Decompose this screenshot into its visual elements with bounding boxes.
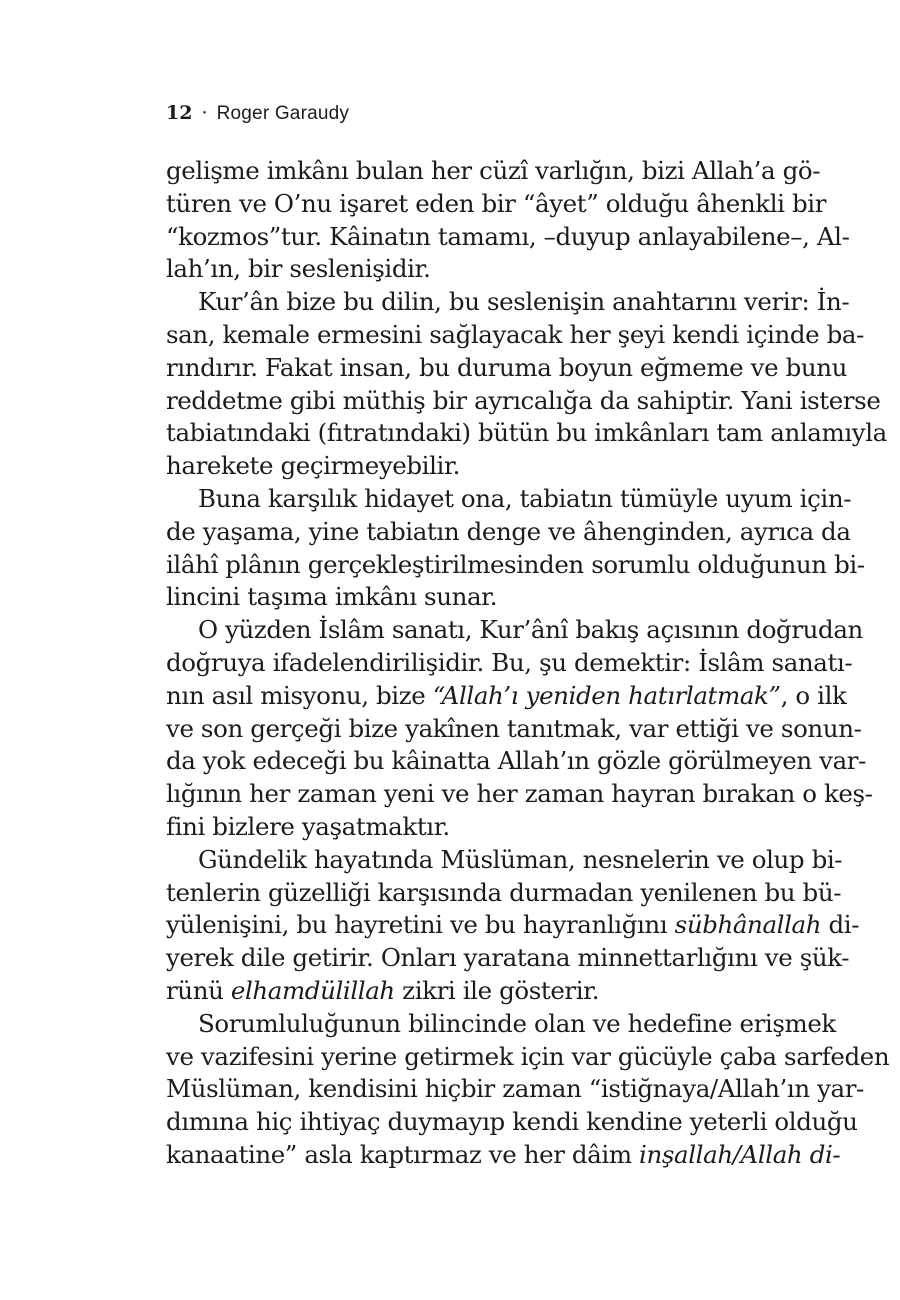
italic-quote: “Allah’ı yeniden hatırlatmak” — [432, 680, 781, 710]
text-line — [166, 680, 847, 713]
text-line: O yüzden İslâm sanatı, Kur’ânî bakış açısının doğrudan — [198, 615, 863, 645]
body-text — [166, 155, 890, 1172]
text-line: tenlerin güzelliği karşısında durmadan yenilenen bu bü- — [166, 877, 842, 907]
text-line: da yok edeceği bu kâinatta Allah’ın gözle görülmeyen var- — [166, 746, 866, 776]
text-segment: zikri ile gösterir. — [394, 975, 600, 1005]
text-segment: , o ilk — [780, 680, 847, 710]
text-line: “kozmos”tur. Kâinatın tamamı, –duyup anlayabilene–, Al- — [166, 221, 850, 251]
text-line: lığının her zaman yeni ve her zaman hayran bırakan o keş- — [166, 779, 873, 809]
text-line: Gündelik hayatında Müslüman, nesnelerin ve olup bi- — [198, 844, 843, 874]
text-line: ve son gerçeği bize yakînen tanıtmak, var ettiği ve sonun- — [166, 713, 862, 743]
text-line: lincini taşıma imkânı sunar. — [166, 582, 498, 612]
author-name: Roger Garaudy — [216, 103, 350, 124]
text-line: yerek dile getirir. Onları yaratana minnettarlığını ve şük- — [166, 943, 850, 973]
text-line: Buna karşılık hidayet ona, tabiatın tümüyle uyum için- — [198, 483, 852, 513]
text-segment: yülenişini, bu hayretini ve bu hayranlığını — [166, 910, 675, 940]
text-line: san, kemale ermesini sağlayacak her şeyi kendi içinde ba- — [166, 319, 864, 349]
text-line: Kur’ân bize bu dilin, bu seslenişin anahtarını verir: İn- — [198, 287, 850, 317]
text-line: de yaşama, yine tabiatın denge ve âhenginden, ayrıca da — [166, 516, 851, 546]
text-segment: di- — [821, 910, 860, 940]
text-segment: rünü — [166, 975, 231, 1005]
text-line: lah’ın, bir seslenişidir. — [166, 254, 431, 284]
header-separator: · — [201, 102, 208, 124]
text-line: rındırır. Fakat insan, bu duruma boyun eğmeme ve bunu — [166, 352, 847, 382]
text-line: reddetme gibi müthiş bir ayrıcalığa da sahiptir. Yani isterse — [166, 385, 881, 415]
text-line — [166, 909, 860, 942]
text-segment: kanaatine” asla kaptırmaz ve her dâim — [166, 1139, 640, 1169]
text-line: Müslüman, kendisini hiçbir zaman “istiğnaya/Allah’ın yar- — [166, 1074, 864, 1104]
page-number: 12 — [166, 102, 193, 124]
text-line: gelişme imkânı bulan her cüzî varlığın, bizi Allah’a gö- — [166, 156, 821, 185]
italic-term: inşallah/Allah di- — [639, 1139, 841, 1169]
text-segment: nın asıl misyonu, bize — [166, 680, 433, 710]
running-head — [166, 100, 349, 127]
text-line: doğruya ifadelendirilişidir. Bu, şu demektir: İslâm sanatı- — [166, 647, 853, 677]
text-line: türen ve O’nu işaret eden bir “âyet” olduğu âhenkli bir — [166, 188, 827, 218]
text-line: Sorumluluğunun bilincinde olan ve hedefine erişmek — [198, 1008, 836, 1038]
text-line: ve vazifesini yerine getirmek için var gücüyle çaba sarfeden — [166, 1041, 890, 1071]
italic-term: sübhânallah — [674, 910, 822, 940]
italic-term: elhamdülillah — [230, 975, 395, 1005]
text-line — [166, 975, 776, 1008]
text-line: ilâhî plânın gerçekleştirilmesinden sorumlu olduğunun bi- — [166, 549, 865, 579]
text-line — [166, 1139, 841, 1172]
text-line: harekete geçirmeyebilir. — [166, 451, 460, 481]
text-line: fini bizlere yaşatmaktır. — [166, 811, 450, 841]
text-line: dımına hiç ihtiyaç duymayıp kendi kendine yeterli olduğu — [166, 1107, 858, 1137]
text-line: tabiatındaki (fıtratındaki) bütün bu imkânları tam anlamıyla — [166, 418, 887, 448]
